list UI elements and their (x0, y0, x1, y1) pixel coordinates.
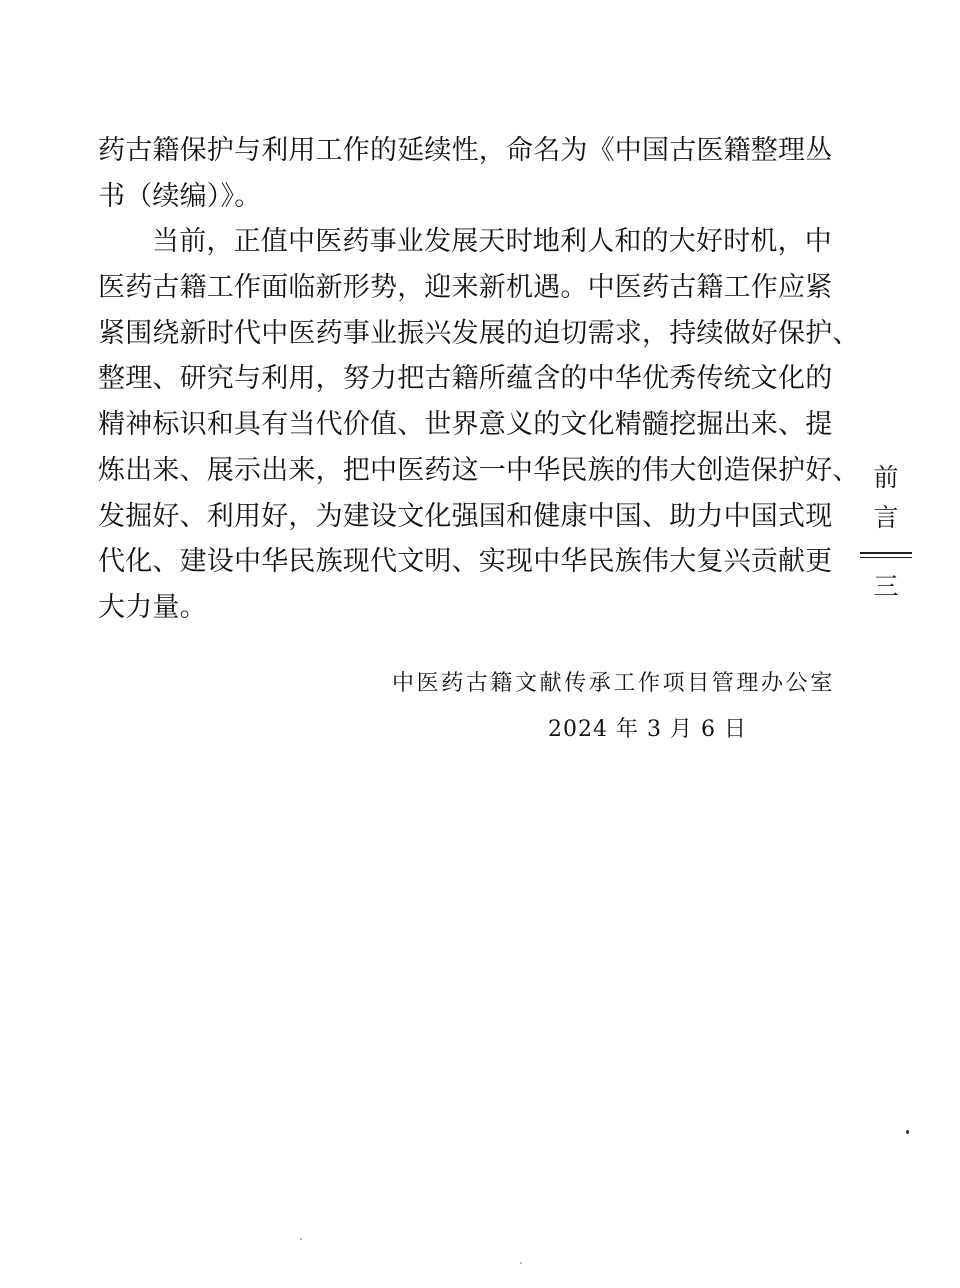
section-title-char: 前 (873, 463, 899, 492)
signature-organization: 中医药古籍文献传承工作项目管理办公室 (392, 671, 835, 696)
scan-speck (300, 1238, 302, 1240)
text-line: 精神标识和具有当代价值、世界意义的文化精髓挖掘出来、提 (98, 409, 833, 441)
body-text (98, 128, 860, 631)
paragraph-start-line: 当前，正值中医药事业发展天时地利人和的大好时机，中 (152, 226, 832, 258)
text-line: 炼出来、展示出来，把中医药这一中华民族的伟大创造保护好、 (98, 454, 860, 486)
text-line: 紧围绕新时代中医药事业振兴发展的迫切需求，持续做好保护、 (98, 317, 860, 349)
text-line: 书（续编）》。 (98, 180, 262, 212)
text-line: 整理、研究与利用，努力把古籍所蕴含的中华优秀传统文化的 (98, 363, 833, 395)
signature-date: 2024 年 3 月 6 日 (548, 717, 747, 742)
text-line: 医药古籍工作面临新形势，迎来新机遇。中医药古籍工作应紧 (98, 272, 833, 304)
text-line: 代化、建设中华民族现代文明、实现中华民族伟大复兴贡献更 (98, 546, 833, 578)
section-title-char: 言 (873, 503, 899, 532)
text-line: 大力量。 (98, 591, 207, 623)
text-line: 发掘好、利用好，为建设文化强国和健康中国、助力中国式现 (98, 500, 833, 532)
page-number: 三 (873, 572, 899, 601)
scan-speck (906, 1130, 909, 1134)
running-header-column (860, 458, 912, 606)
scan-speck (520, 1262, 522, 1264)
header-divider (860, 552, 912, 558)
text-line: 药古籍保护与利用工作的延续性，命名为《中国古医籍整理丛 (98, 135, 833, 166)
